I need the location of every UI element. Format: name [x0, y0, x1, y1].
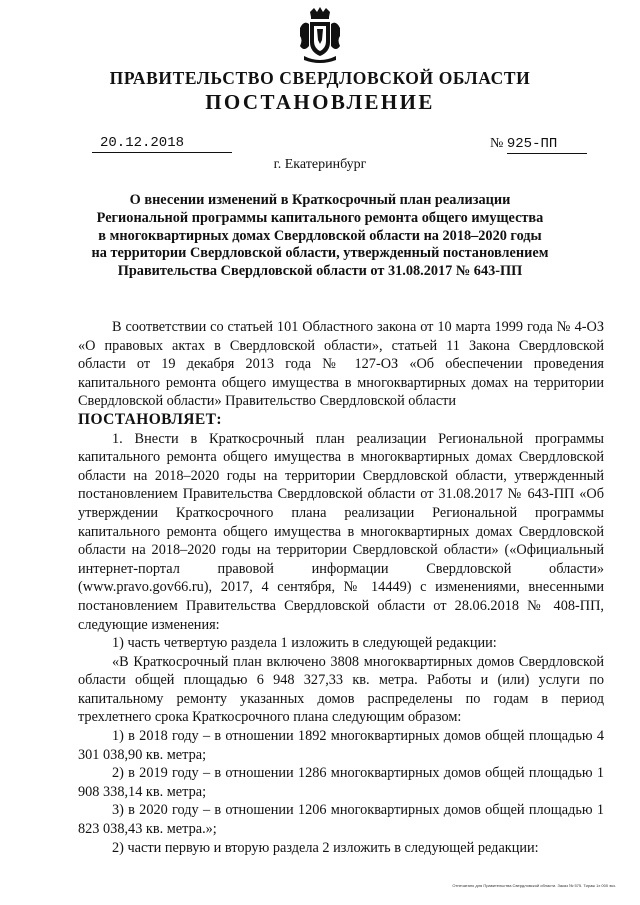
number-value: 925-ПП — [507, 136, 587, 154]
decree-heading: ПОСТАНОВЛЯЕТ: — [78, 410, 222, 428]
title-line: на территории Свердловской области, утвержденный постановлением — [91, 245, 549, 262]
coat-of-arms-emblem — [296, 6, 344, 66]
document-date: 20.12.2018 — [92, 135, 232, 153]
title-line: О внесении изменений в Краткосрочный план реализации — [129, 192, 511, 208]
item-1-paragraph: 1. Внести в Краткосрочный план реализации Региональной программы капитального ремонта общего имущества в многоквартирных домах Свердловской области на 2018–2020 годы на территории Свердловской области, утвержденный постановлением Правительства Свердловской области от 31.08.2017 № 643-ПП «Об утверждении Краткосрочного плана реализации Региональной программы капитального ремонта общего имущества в многоквартирных домах Свердловской области на 2018–2020 годы на территории Свердловской области» («Официальный интернет-портал правовой информации Свердловской области» (www.pravo.gov66.ru), 2017, 4 сентября, № 14449) с изменениями, внесенными постановлением Правительства Свердловской области от 28.06.2018 № 408-ПП, следующие изменения: — [78, 430, 604, 633]
subitem-2-paragraph: 2) части первую и вторую раздела 2 изложить в следующей редакции: — [112, 839, 539, 856]
number-prefix: № — [490, 136, 504, 151]
subitem-1-paragraph: 1) часть четвертую раздела 1 изложить в следующей редакции: — [112, 635, 497, 652]
year-2020-paragraph: 3) в 2020 году – в отношении 1206 многоквартирных домов общей площадью 1 823 038,43 кв. метра.»; — [78, 802, 604, 838]
document-title — [60, 192, 580, 281]
document-number — [490, 135, 587, 154]
quote-paragraph: «В Краткосрочный план включено 3808 многоквартирных домов Свердловской области общей площадью 6 948 327,33 кв. метра. Работы и (или) услуги по капитальному ремонту указанных домов распределены по годам в период трехлетнего срока Краткосрочного плана следующим образом: — [78, 653, 604, 726]
print-note: Отпечатано для Правительства Свердловской области. Заказ № 575. Тираж 1х 000 экз. — [452, 883, 616, 888]
title-line: в многоквартирных домах Свердловской области на 2018–2020 годы — [98, 227, 542, 244]
year-2019-paragraph: 2) в 2019 году – в отношении 1286 многоквартирных домов общей площадью 1 908 338,14 кв. метра; — [78, 765, 604, 800]
preamble-paragraph: В соответствии со статьей 101 Областного закона от 10 марта 1999 года № 4-ОЗ «О правовых актах в Свердловской области», статьей 11 Закона Свердловской области от 19 декабря 2013 года № 127-ОЗ «Об обеспечении проведения капитального ремонта общего имущества в многоквартирных домах на территории Свердловской области» Правительство Свердловской области — [78, 319, 604, 410]
organization-name: ПРАВИТЕЛЬСТВО СВЕРДЛОВСКОЙ ОБЛАСТИ — [109, 68, 531, 88]
document-body — [78, 318, 604, 857]
title-line: Региональной программы капитального ремонта общего имущества — [96, 209, 544, 226]
city: г. Екатеринбург — [273, 157, 367, 172]
title-line: Правительства Свердловской области от 31.08.2017 № 643-ПП — [117, 263, 523, 280]
year-2018-paragraph: 1) в 2018 году – в отношении 1892 многоквартирных домов общей площадью 4 301 038,90 кв. метра; — [78, 728, 604, 763]
document-type: ПОСТАНОВЛЕНИЕ — [205, 90, 435, 114]
